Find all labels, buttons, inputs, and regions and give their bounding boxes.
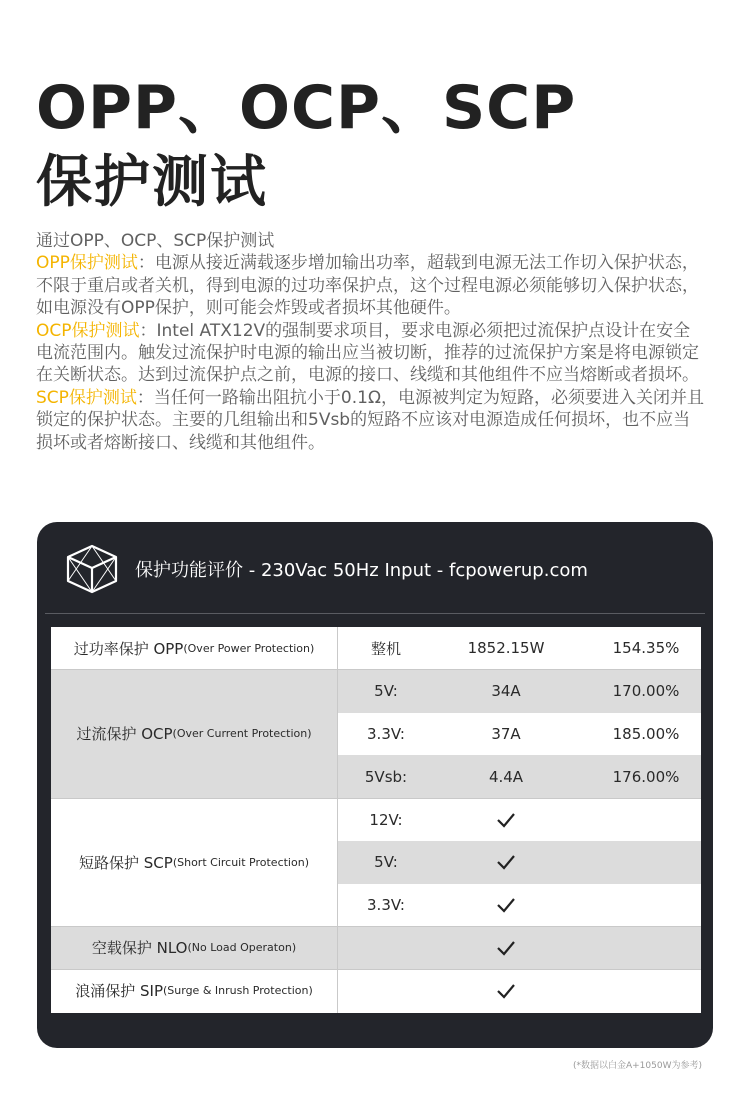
- opp-text: 电源从接近满载逐步增加输出功率，超载到电源无法工作切入保护状态，不限于重启或者关机，得到电源的过功率保护点，这个过程电源必须能够切入保护状态，如电源没有OPP保护，则可能会炸毁或者损坏其他硬件。: [36, 253, 699, 319]
- check-icon: [496, 811, 516, 829]
- card-header: [37, 522, 713, 614]
- group-label-opp: 过功率保护 OPP (Over Power Protection): [73, 639, 315, 658]
- check-icon: [496, 896, 516, 914]
- cube-icon: [65, 544, 119, 594]
- percent-cell: 176.00%: [612, 767, 680, 786]
- footnote: (*数据以白金A+1050W为参考): [572, 1061, 702, 1071]
- card-title: 保护功能评价 - 230Vac 50Hz Input - fcpowerup.com: [135, 560, 588, 581]
- group-label-nlo: 空载保护 NLO (No Load Operaton): [91, 939, 297, 958]
- rail-cell: 5V:: [374, 682, 398, 701]
- rail-cell: 3.3V:: [367, 724, 405, 743]
- scp-text: 当任何一路输出阻抗小于0.1Ω，电源被判定为短路，必须要进入关闭并且锁定的保护状态。主要的几组输出和5Vsb的短路不应该对电源造成任何损坏，也不应当损坏或者熔断接口、线缆和其他组件。: [36, 387, 704, 453]
- card-divider: [45, 613, 705, 614]
- rail-cell: 5Vsb:: [364, 767, 408, 786]
- group-label-scp: 短路保护 SCP (Short Circuit Protection): [79, 853, 309, 872]
- page-title-line1: OPP、OCP、SCP: [36, 73, 577, 143]
- intro-text: [36, 230, 706, 454]
- intro-ocp: OCP保护测试：Intel ATX12V的强制要求项目，要求电源必须把过流保护点设计在安全电流范围内。触发过流保护时电源的输出应当被切断，推荐的过流保护方案是将电源锁定在关断状态。达到过流保护点之前，电源的接口、线缆和其他组件不应当熔断或者损坏。: [36, 320, 699, 386]
- value-cell: 37A: [491, 724, 521, 743]
- rail-cell: 12V:: [369, 810, 403, 829]
- intro-scp: SCP保护测试：当任何一路输出阻抗小于0.1Ω，电源被判定为短路，必须要进入关闭并且锁定的保护状态。主要的几组输出和5Vsb的短路不应该对电源造成任何损坏，也不应当损坏或者熔断接口、线缆和其他组件。: [36, 387, 704, 453]
- check-icon: [496, 853, 516, 871]
- value-cell: 34A: [491, 682, 521, 701]
- intro-lead: 通过OPP、OCP、SCP保护测试: [36, 231, 275, 251]
- protection-table: [51, 627, 701, 1013]
- rail-cell: 整机: [370, 639, 401, 658]
- percent-cell: 185.00%: [612, 724, 680, 743]
- page-title-line2: 保护测试: [36, 150, 268, 215]
- group-label-sip: 浪涌保护 SIP (Surge & Inrush Protection): [75, 982, 313, 1001]
- rail-cell: 3.3V:: [367, 896, 405, 915]
- value-cell: 4.4A: [488, 767, 524, 786]
- column-divider: [337, 627, 338, 1013]
- ocp-label: OCP保护测试: [36, 320, 140, 341]
- ocp-text: Intel ATX12V的强制要求项目，要求电源必须把过流保护点设计在安全电流范围内。触发过流保护时电源的输出应当被切断，推荐的过流保护方案是将电源锁定在关断状态。达到过流保护点之前，电源的接口、线缆和其他组件不应当熔断或者损坏。: [36, 320, 699, 386]
- percent-cell: 170.00%: [612, 682, 680, 701]
- percent-cell: 154.35%: [612, 639, 680, 658]
- group-label-ocp: 过流保护 OCP (Over Current Protection): [76, 725, 312, 744]
- opp-label: OPP保护测试: [36, 253, 138, 274]
- rail-cell: 5V:: [374, 853, 398, 872]
- check-icon: [496, 939, 516, 957]
- value-cell: 1852.15W: [467, 639, 545, 658]
- check-icon: [496, 982, 516, 1000]
- scp-label: SCP保护测试: [36, 387, 137, 408]
- intro-opp: OPP保护测试：电源从接近满载逐步增加输出功率，超载到电源无法工作切入保护状态，不限于重启或者关机，得到电源的过功率保护点，这个过程电源必须能够切入保护状态，如电源没有OPP保护，则可能会炸毁或者损坏其他硬件。: [36, 253, 699, 319]
- protection-card: [37, 522, 713, 1048]
